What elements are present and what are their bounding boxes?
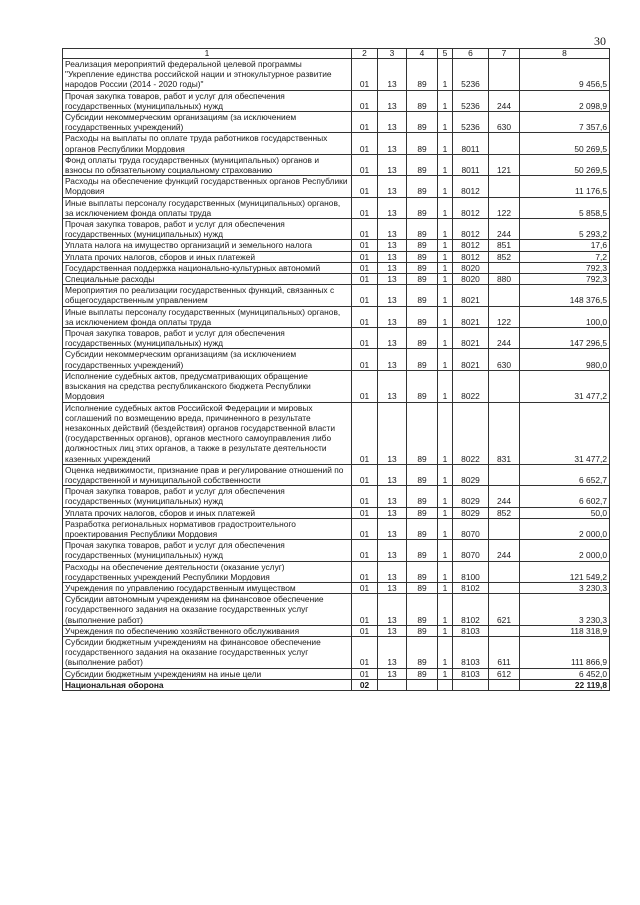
table-row <box>63 251 610 262</box>
row-code: 89 <box>407 518 438 539</box>
row-code: 01 <box>352 90 378 111</box>
row-code: 8070 <box>453 540 489 561</box>
table-row <box>63 679 610 690</box>
row-amount: 5 293,2 <box>520 219 610 240</box>
row-code: 13 <box>378 251 407 262</box>
row-description: Уплата прочих налогов, сборов и иных платежей <box>63 507 352 518</box>
row-code: 89 <box>407 561 438 582</box>
row-amount: 121 549,2 <box>520 561 610 582</box>
row-amount: 2 000,0 <box>520 518 610 539</box>
row-code <box>489 625 520 636</box>
row-code: 13 <box>378 464 407 485</box>
table-row <box>63 90 610 111</box>
row-code: 1 <box>438 328 453 349</box>
row-code: 01 <box>352 518 378 539</box>
row-code: 1 <box>438 486 453 507</box>
row-code: 1 <box>438 507 453 518</box>
row-code: 01 <box>352 197 378 218</box>
row-code: 13 <box>378 540 407 561</box>
row-code: 13 <box>378 262 407 273</box>
row-code: 880 <box>489 274 520 285</box>
row-code: 1 <box>438 464 453 485</box>
row-code: 1 <box>438 112 453 133</box>
row-description: Прочая закупка товаров, работ и услуг для обеспечения государственных (муниципальных) нужд <box>63 219 352 240</box>
row-description: Прочая закупка товаров, работ и услуг для обеспечения государственных (муниципальных) нужд <box>63 328 352 349</box>
row-code: 89 <box>407 507 438 518</box>
row-code: 1 <box>438 636 453 668</box>
row-code: 611 <box>489 636 520 668</box>
row-code: 1 <box>438 133 453 154</box>
row-code: 89 <box>407 306 438 327</box>
column-header: 4 <box>407 49 438 59</box>
table-row <box>63 518 610 539</box>
row-code: 121 <box>489 154 520 175</box>
row-code: 01 <box>352 582 378 593</box>
row-amount: 118 318,9 <box>520 625 610 636</box>
table-row <box>63 176 610 197</box>
row-code: 01 <box>352 540 378 561</box>
row-code: 89 <box>407 349 438 370</box>
table-row <box>63 285 610 306</box>
row-code: 1 <box>438 370 453 402</box>
table-row <box>63 561 610 582</box>
row-code: 01 <box>352 561 378 582</box>
row-code: 89 <box>407 262 438 273</box>
row-amount: 2 000,0 <box>520 540 610 561</box>
row-description: Прочая закупка товаров, работ и услуг для обеспечения государственных (муниципальных) нужд <box>63 90 352 111</box>
row-code: 02 <box>352 679 378 690</box>
row-code: 8021 <box>453 306 489 327</box>
row-code: 13 <box>378 668 407 679</box>
row-code: 01 <box>352 59 378 91</box>
row-code: 1 <box>438 402 453 464</box>
row-code: 8021 <box>453 349 489 370</box>
row-code: 1 <box>438 306 453 327</box>
row-code: 13 <box>378 59 407 91</box>
row-description: Иные выплаты персоналу государственных (муниципальных) органов, за исключением фонда оплаты труда <box>63 197 352 218</box>
row-amount: 111 866,9 <box>520 636 610 668</box>
row-code: 89 <box>407 59 438 91</box>
row-code: 244 <box>489 90 520 111</box>
table-row <box>63 328 610 349</box>
row-code: 1 <box>438 154 453 175</box>
row-description: Реализация мероприятий федеральной целевой программы "Укрепление единства российской нации и этнокультурное развитие народов России (2014 - 2020 годы)" <box>63 59 352 91</box>
row-code: 01 <box>352 507 378 518</box>
row-code: 8102 <box>453 582 489 593</box>
row-code: 8012 <box>453 197 489 218</box>
row-code: 630 <box>489 112 520 133</box>
page-number: 30 <box>594 34 606 48</box>
row-code: 244 <box>489 328 520 349</box>
row-description: Субсидии бюджетным учреждениям на финансовое обеспечение государственного задания на оказание государственных услуг (выполнение работ) <box>63 636 352 668</box>
table-row <box>63 486 610 507</box>
row-description: Исполнение судебных актов Российской Федерации и мировых соглашений по возмещению вреда, причиненного в результате незаконных действий (бездействия) органов государственной власти (государственных органов), органов местного самоуправления либо должностных лиц этих органов, а также в результате деятельности казенных учреждений <box>63 402 352 464</box>
table-row <box>63 262 610 273</box>
column-header: 6 <box>453 49 489 59</box>
table-row <box>63 668 610 679</box>
row-amount: 11 176,5 <box>520 176 610 197</box>
row-code: 1 <box>438 176 453 197</box>
row-code: 89 <box>407 274 438 285</box>
row-code: 8103 <box>453 668 489 679</box>
row-code: 1 <box>438 582 453 593</box>
row-code: 8029 <box>453 486 489 507</box>
row-code: 01 <box>352 349 378 370</box>
header-row <box>63 49 610 59</box>
row-code: 01 <box>352 112 378 133</box>
row-amount: 50 269,5 <box>520 133 610 154</box>
row-code: 244 <box>489 486 520 507</box>
table-row <box>63 349 610 370</box>
row-code: 1 <box>438 274 453 285</box>
row-code: 612 <box>489 668 520 679</box>
row-code: 244 <box>489 219 520 240</box>
row-code: 8011 <box>453 154 489 175</box>
row-code: 8103 <box>453 636 489 668</box>
row-code: 13 <box>378 486 407 507</box>
row-code: 13 <box>378 133 407 154</box>
row-code: 8020 <box>453 262 489 273</box>
row-code: 1 <box>438 197 453 218</box>
row-code: 1 <box>438 594 453 626</box>
row-code: 89 <box>407 285 438 306</box>
table-row <box>63 594 610 626</box>
row-code: 13 <box>378 636 407 668</box>
table-row <box>63 582 610 593</box>
row-code: 5236 <box>453 59 489 91</box>
row-description: Учреждения по обеспечению хозяйственного обслуживания <box>63 625 352 636</box>
row-code: 1 <box>438 349 453 370</box>
row-code: 1 <box>438 90 453 111</box>
row-code: 89 <box>407 370 438 402</box>
row-code <box>453 679 489 690</box>
row-code: 13 <box>378 507 407 518</box>
row-description: Субсидии автономным учреждениям на финансовое обеспечение государственного задания на оказание государственных услуг (выполнение работ) <box>63 594 352 626</box>
column-header: 3 <box>378 49 407 59</box>
row-code: 89 <box>407 636 438 668</box>
table-row <box>63 112 610 133</box>
row-code <box>489 285 520 306</box>
row-code: 89 <box>407 668 438 679</box>
row-code: 8012 <box>453 219 489 240</box>
row-code: 13 <box>378 240 407 251</box>
row-amount: 17,6 <box>520 240 610 251</box>
row-amount: 148 376,5 <box>520 285 610 306</box>
row-description: Разработка региональных нормативов градостроительного проектирования Республики Мордовия <box>63 518 352 539</box>
row-code <box>489 59 520 91</box>
row-code: 89 <box>407 328 438 349</box>
row-code: 89 <box>407 402 438 464</box>
row-code: 89 <box>407 540 438 561</box>
row-description: Исполнение судебных актов, предусматривающих обращение взыскания на средства республиканского бюджета Республики Мордовия <box>63 370 352 402</box>
row-code: 5236 <box>453 90 489 111</box>
row-code: 852 <box>489 507 520 518</box>
row-code: 01 <box>352 219 378 240</box>
row-code: 01 <box>352 154 378 175</box>
row-code: 01 <box>352 240 378 251</box>
row-code: 8029 <box>453 507 489 518</box>
row-description: Специальные расходы <box>63 274 352 285</box>
row-code: 13 <box>378 306 407 327</box>
row-description: Национальная оборона <box>63 679 352 690</box>
row-code: 89 <box>407 464 438 485</box>
row-code: 1 <box>438 262 453 273</box>
row-amount: 792,3 <box>520 274 610 285</box>
row-description: Учреждения по управлению государственным имуществом <box>63 582 352 593</box>
row-code: 1 <box>438 540 453 561</box>
table-row <box>63 219 610 240</box>
row-code: 89 <box>407 582 438 593</box>
row-code <box>407 679 438 690</box>
row-code: 8021 <box>453 328 489 349</box>
row-code: 1 <box>438 240 453 251</box>
row-code: 89 <box>407 197 438 218</box>
row-code: 8100 <box>453 561 489 582</box>
row-code: 8012 <box>453 176 489 197</box>
row-code: 01 <box>352 668 378 679</box>
row-amount: 147 296,5 <box>520 328 610 349</box>
column-header: 1 <box>63 49 352 59</box>
row-amount: 7,2 <box>520 251 610 262</box>
row-code: 630 <box>489 349 520 370</box>
row-code: 01 <box>352 176 378 197</box>
row-code <box>489 582 520 593</box>
row-code <box>489 561 520 582</box>
row-code: 01 <box>352 133 378 154</box>
table-row <box>63 154 610 175</box>
row-description: Расходы на обеспечение деятельности (оказание услуг) государственных учреждений Республики Мордовия <box>63 561 352 582</box>
row-code: 13 <box>378 112 407 133</box>
row-amount: 2 098,9 <box>520 90 610 111</box>
row-code: 01 <box>352 306 378 327</box>
row-code: 13 <box>378 582 407 593</box>
row-code: 01 <box>352 594 378 626</box>
table-row <box>63 636 610 668</box>
row-code: 5236 <box>453 112 489 133</box>
row-amount: 3 230,3 <box>520 594 610 626</box>
row-code: 244 <box>489 540 520 561</box>
row-amount: 6 602,7 <box>520 486 610 507</box>
column-header: 7 <box>489 49 520 59</box>
row-code: 13 <box>378 370 407 402</box>
table-row <box>63 625 610 636</box>
row-code: 13 <box>378 219 407 240</box>
row-code: 89 <box>407 486 438 507</box>
row-description: Субсидии бюджетным учреждениям на иные цели <box>63 668 352 679</box>
row-code: 8103 <box>453 625 489 636</box>
row-code <box>489 370 520 402</box>
budget-table <box>62 48 610 691</box>
row-code: 01 <box>352 262 378 273</box>
row-description: Фонд оплаты труда государственных (муниципальных) органов и взносы по обязательному социальному страхованию <box>63 154 352 175</box>
row-amount: 980,0 <box>520 349 610 370</box>
row-code: 89 <box>407 112 438 133</box>
row-code: 8070 <box>453 518 489 539</box>
row-code: 89 <box>407 90 438 111</box>
row-code: 89 <box>407 594 438 626</box>
column-header: 8 <box>520 49 610 59</box>
row-code: 8021 <box>453 285 489 306</box>
row-code: 13 <box>378 90 407 111</box>
row-code: 89 <box>407 219 438 240</box>
row-code: 8022 <box>453 370 489 402</box>
row-code: 1 <box>438 285 453 306</box>
row-code <box>438 679 453 690</box>
row-code: 831 <box>489 402 520 464</box>
column-header: 5 <box>438 49 453 59</box>
row-code: 01 <box>352 636 378 668</box>
row-amount: 31 477,2 <box>520 370 610 402</box>
row-code: 8029 <box>453 464 489 485</box>
row-code: 1 <box>438 518 453 539</box>
row-description: Уплата налога на имущество организаций и земельного налога <box>63 240 352 251</box>
row-code <box>489 518 520 539</box>
row-amount: 100,0 <box>520 306 610 327</box>
row-code: 13 <box>378 328 407 349</box>
row-code: 1 <box>438 625 453 636</box>
row-code <box>489 133 520 154</box>
row-code: 13 <box>378 518 407 539</box>
row-code: 8011 <box>453 133 489 154</box>
row-code <box>489 464 520 485</box>
row-code: 8020 <box>453 274 489 285</box>
row-code: 8022 <box>453 402 489 464</box>
row-amount: 7 357,6 <box>520 112 610 133</box>
row-code <box>489 176 520 197</box>
row-description: Государственная поддержка национально-культурных автономий <box>63 262 352 273</box>
row-code: 8102 <box>453 594 489 626</box>
table-row <box>63 133 610 154</box>
row-description: Мероприятия по реализации государственных функций, связанных с общегосударственным управлением <box>63 285 352 306</box>
table-row <box>63 507 610 518</box>
row-code: 13 <box>378 625 407 636</box>
row-code: 01 <box>352 464 378 485</box>
row-amount: 5 858,5 <box>520 197 610 218</box>
row-code: 1 <box>438 219 453 240</box>
table-row <box>63 464 610 485</box>
row-amount: 50 269,5 <box>520 154 610 175</box>
row-amount: 792,3 <box>520 262 610 273</box>
row-amount: 6 452,0 <box>520 668 610 679</box>
row-code: 1 <box>438 251 453 262</box>
row-code <box>378 679 407 690</box>
row-code: 122 <box>489 197 520 218</box>
row-code: 01 <box>352 486 378 507</box>
row-amount: 50,0 <box>520 507 610 518</box>
table-row <box>63 402 610 464</box>
row-code: 01 <box>352 625 378 636</box>
row-description: Прочая закупка товаров, работ и услуг для обеспечения государственных (муниципальных) нужд <box>63 540 352 561</box>
row-description: Иные выплаты персоналу государственных (муниципальных) органов, за исключением фонда оплаты труда <box>63 306 352 327</box>
row-code: 01 <box>352 285 378 306</box>
row-code: 01 <box>352 402 378 464</box>
row-code <box>489 262 520 273</box>
row-code: 89 <box>407 154 438 175</box>
row-code: 01 <box>352 251 378 262</box>
row-amount: 31 477,2 <box>520 402 610 464</box>
row-code: 621 <box>489 594 520 626</box>
row-description: Субсидии некоммерческим организациям (за исключением государственных учреждений) <box>63 112 352 133</box>
row-code: 13 <box>378 594 407 626</box>
table-row <box>63 59 610 91</box>
row-code: 1 <box>438 561 453 582</box>
row-code: 122 <box>489 306 520 327</box>
row-code: 13 <box>378 349 407 370</box>
row-description: Расходы на обеспечение функций государственных органов Республики Мордовия <box>63 176 352 197</box>
row-code: 8012 <box>453 251 489 262</box>
row-code: 01 <box>352 370 378 402</box>
row-code: 13 <box>378 285 407 306</box>
row-code: 851 <box>489 240 520 251</box>
row-description: Оценка недвижимости, признание прав и регулирование отношений по государственной и муниципальной собственности <box>63 464 352 485</box>
row-amount: 3 230,3 <box>520 582 610 593</box>
row-code: 1 <box>438 668 453 679</box>
row-code: 89 <box>407 625 438 636</box>
row-description: Расходы на выплаты по оплате труда работников государственных органов Республики Мордовия <box>63 133 352 154</box>
table-row <box>63 274 610 285</box>
row-description: Уплата прочих налогов, сборов и иных платежей <box>63 251 352 262</box>
table-row <box>63 240 610 251</box>
row-code: 89 <box>407 251 438 262</box>
table-row <box>63 197 610 218</box>
row-amount: 22 119,8 <box>520 679 610 690</box>
row-code: 01 <box>352 328 378 349</box>
row-description: Прочая закупка товаров, работ и услуг для обеспечения государственных (муниципальных) нужд <box>63 486 352 507</box>
row-code: 13 <box>378 176 407 197</box>
row-description: Субсидии некоммерческим организациям (за исключением государственных учреждений) <box>63 349 352 370</box>
row-code: 89 <box>407 240 438 251</box>
row-amount: 9 456,5 <box>520 59 610 91</box>
row-code: 89 <box>407 176 438 197</box>
table-row <box>63 540 610 561</box>
row-code: 89 <box>407 133 438 154</box>
row-code: 13 <box>378 402 407 464</box>
table-row <box>63 306 610 327</box>
row-code: 13 <box>378 154 407 175</box>
row-code: 8012 <box>453 240 489 251</box>
row-code <box>489 679 520 690</box>
row-code: 13 <box>378 561 407 582</box>
table-row <box>63 370 610 402</box>
column-header: 2 <box>352 49 378 59</box>
row-code: 852 <box>489 251 520 262</box>
row-amount: 6 652,7 <box>520 464 610 485</box>
row-code: 1 <box>438 59 453 91</box>
row-code: 13 <box>378 274 407 285</box>
row-code: 01 <box>352 274 378 285</box>
row-code: 13 <box>378 197 407 218</box>
